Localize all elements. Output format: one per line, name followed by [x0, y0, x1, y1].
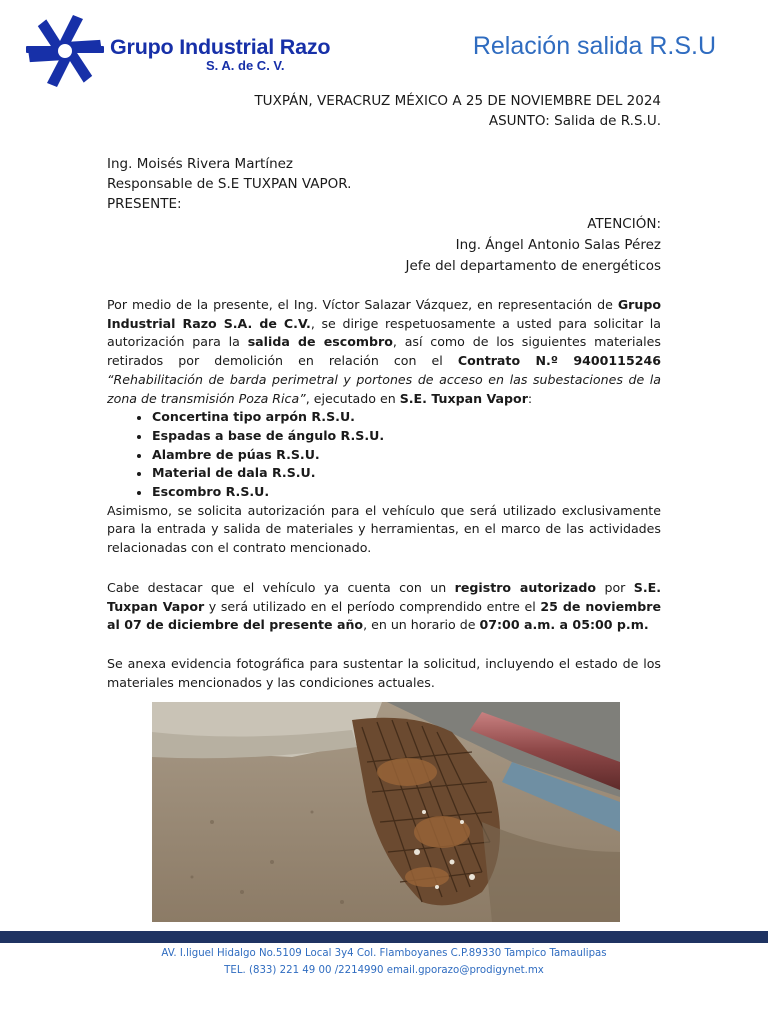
attention-label: ATENCIÓN:: [587, 216, 661, 232]
recipient-greeting: PRESENTE:: [107, 196, 182, 212]
footer-address: AV. I.liguel Hidalgo No.5109 Local 3y4 Col. Flamboyanes C.P.89330 Tampico Tamaulipas: [161, 948, 607, 959]
text-run: , así como de los siguientes materiales retirados por demolición en relación con el: [107, 334, 661, 369]
company-name-bold: Grupo Industrial Razo S.A. de C.V.: [107, 297, 661, 331]
letter-body: [107, 296, 661, 558]
debris-exit-bold: salida de escombro: [247, 334, 393, 350]
company-brand: [110, 36, 330, 73]
text-run: , en un horario de: [363, 617, 480, 633]
company-name: Grupo Industrial Razo: [110, 35, 331, 59]
text-run: por: [596, 580, 634, 595]
footer-contact: TEL. (833) 221 49 00 /2214990 email.gporazo@prodigynet.mx: [224, 965, 544, 976]
subject: ASUNTO: Salida de R.S.U.: [488, 113, 661, 129]
footer-bar: [0, 931, 768, 943]
authorized-registry-bold: registro autorizado: [454, 580, 597, 595]
recipient-name: Ing. Moisés Rivera Martínez: [107, 156, 294, 172]
list-item: • Material de dala R.S.U.: [151, 464, 661, 483]
text-run: Por medio de la presente, el Ing. Víctor Salazar Vázquez, en representación de: [107, 297, 618, 312]
recipient-role: Responsable de S.E TUXPAN VAPOR.: [107, 176, 352, 192]
debris-photo: [152, 702, 620, 922]
registration-paragraph: [107, 579, 661, 635]
substation-bold: S.E. Tuxpan Vapor: [399, 390, 528, 406]
list-item: • Espadas a base de ángulo R.S.U.: [151, 427, 661, 446]
request-paragraph: [107, 296, 661, 408]
text-run: , ejecutado en: [305, 390, 400, 406]
evidence-paragraph: Se anexa evidencia fotográfica para sustentar la solicitud, incluyendo el estado de los materiales mencionados y las condiciones actuales.: [107, 656, 661, 690]
company-suffix: S. A. de C. V.: [206, 58, 285, 73]
substation-bold: S.E. Tuxpan Vapor: [107, 580, 661, 614]
text-run: , se dirige respetuosamente a usted para solicitar la autorización para la: [107, 315, 661, 350]
pinwheel-logo-icon: [22, 13, 108, 89]
attention-role: Jefe del departamento de energéticos: [405, 258, 661, 274]
date-range-bold: 25 de noviembre al 07 de diciembre del presente año: [107, 598, 662, 633]
vehicle-paragraph: Asimismo, se solicita autorización para el vehículo que será utilizado exclusivamente para la entrada y salida de materiales y herramientas, en el marco de las actividades relacionadas con el contrato mencionado.: [107, 502, 661, 556]
text-run: y será utilizado en el período comprendido entre el: [204, 598, 541, 614]
list-item: • Alambre de púas R.S.U.: [151, 446, 661, 465]
text-run: Cabe destacar que el vehículo ya cuenta con un: [107, 580, 455, 595]
document-title: Relación salida R.S.U: [472, 32, 716, 60]
schedule-bold: 07:00 a.m. a 05:00 p.m.: [479, 617, 649, 633]
text-run: :: [527, 390, 533, 406]
list-item: • Concertina tipo arpón R.S.U.: [151, 408, 661, 427]
place-date: TUXPÁN, VERACRUZ MÉXICO A 25 DE NOVIEMBRE DEL 2024: [254, 93, 661, 109]
contract-title-italic: “Rehabilitación de barda perimetral y portones de acceso en las subestaciones de la zona de transmisión Poza Rica”: [107, 371, 661, 406]
materials-list: [107, 408, 661, 502]
contract-number-bold: Contrato N.º 9400115246: [457, 353, 661, 369]
attention-name: Ing. Ángel Antonio Salas Pérez: [455, 237, 661, 253]
registration-block: [107, 579, 661, 635]
evidence-block: [107, 655, 661, 692]
list-item: • Escombro R.S.U.: [151, 483, 661, 502]
